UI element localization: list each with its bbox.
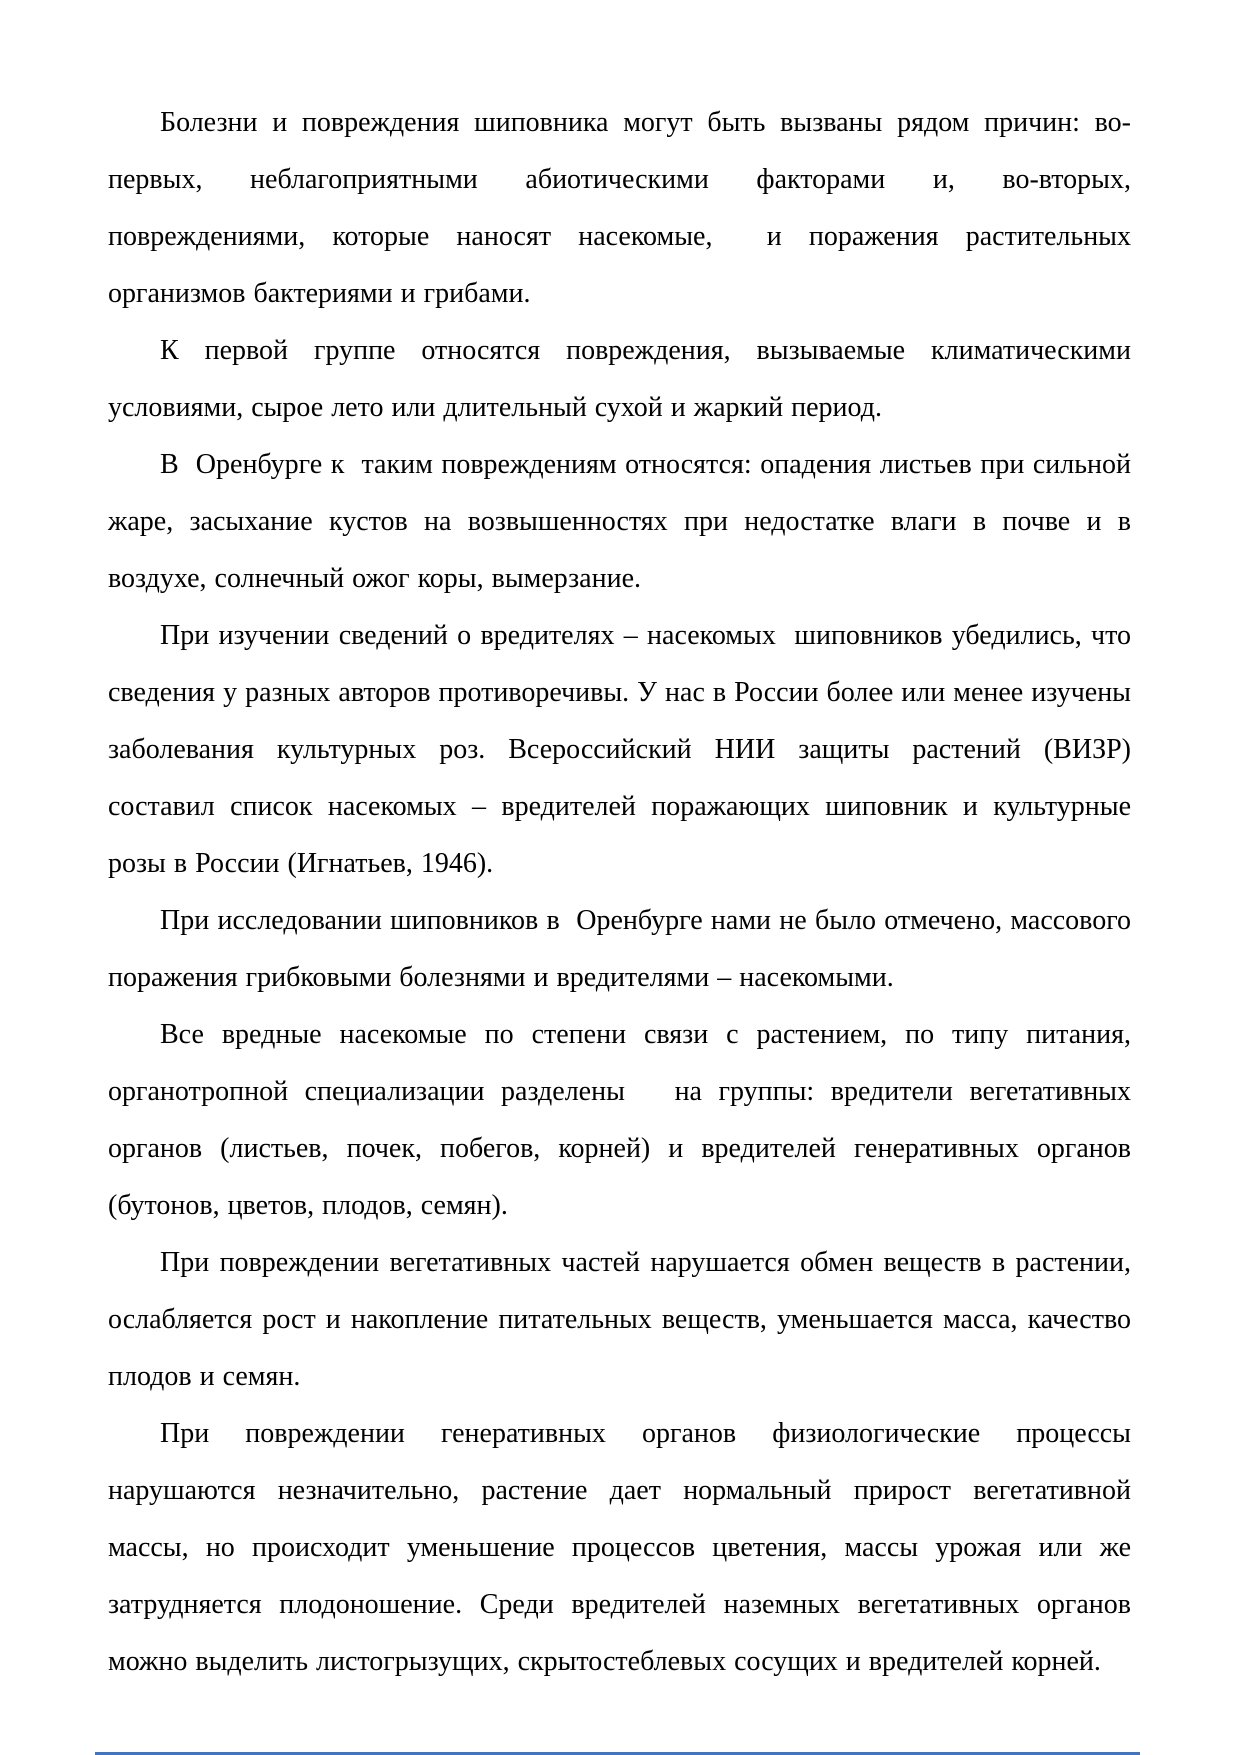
paragraph: При повреждении генеративных органов физиологические процессы нарушаются незначительно, растение дает нормальный прирост вегетативной массы, но происходит уменьшение процессов цветения, массы урожая или же затрудняется плодоношение. Среди вредителей наземных вегетативных органов можно выделить листогрызущих, скрытостеблевых сосущих и вредителей корней. bbox=[108, 1418, 1139, 1677]
text-column bbox=[108, 94, 1139, 1690]
paragraph: В Оренбурге к таким повреждениям относятся: опадения листьев при сильной жаре, засыхание кустов на возвышенностях при недостатке влаги в почве и в воздухе, солнечный ожог коры, вымерзание. bbox=[108, 449, 1139, 594]
paragraph: При изучении сведений о вредителях – насекомых шиповников убедились, что сведения у разных авторов противоречивы. У нас в России более или менее изучены заболевания культурных роз. Всероссийский НИИ защиты растений (ВИЗР) составил список насекомых – вредителей поражающих шиповник и культурные розы в России (Игнатьев, 1946). bbox=[108, 620, 1139, 879]
paragraph: Болезни и повреждения шиповника могут быть вызваны рядом причин: во-первых, неблагоприятными абиотическими факторами и, во-вторых, повреждениями, которые наносят насекомые, и поражения растительных организмов бактериями и грибами. bbox=[108, 107, 1139, 309]
paragraph: При исследовании шиповников в Оренбурге нами не было отмечено, массового поражения грибковыми болезнями и вредителями – насекомыми. bbox=[108, 905, 1139, 993]
paragraph: Все вредные насекомые по степени связи с растением, по типу питания, органотропной специализации разделены на группы: вредители вегетативных органов (листьев, почек, побегов, корней) и вредителей генеративных органов (бутонов, цветов, плодов, семян). bbox=[108, 1019, 1139, 1221]
paragraph: При повреждении вегетативных частей нарушается обмен веществ в растении, ослабляется рост и накопление питательных веществ, уменьшается масса, качество плодов и семян. bbox=[108, 1247, 1139, 1392]
paragraph: К первой группе относятся повреждения, вызываемые климатическими условиями, сырое лето или длительный сухой и жаркий период. bbox=[108, 335, 1139, 423]
